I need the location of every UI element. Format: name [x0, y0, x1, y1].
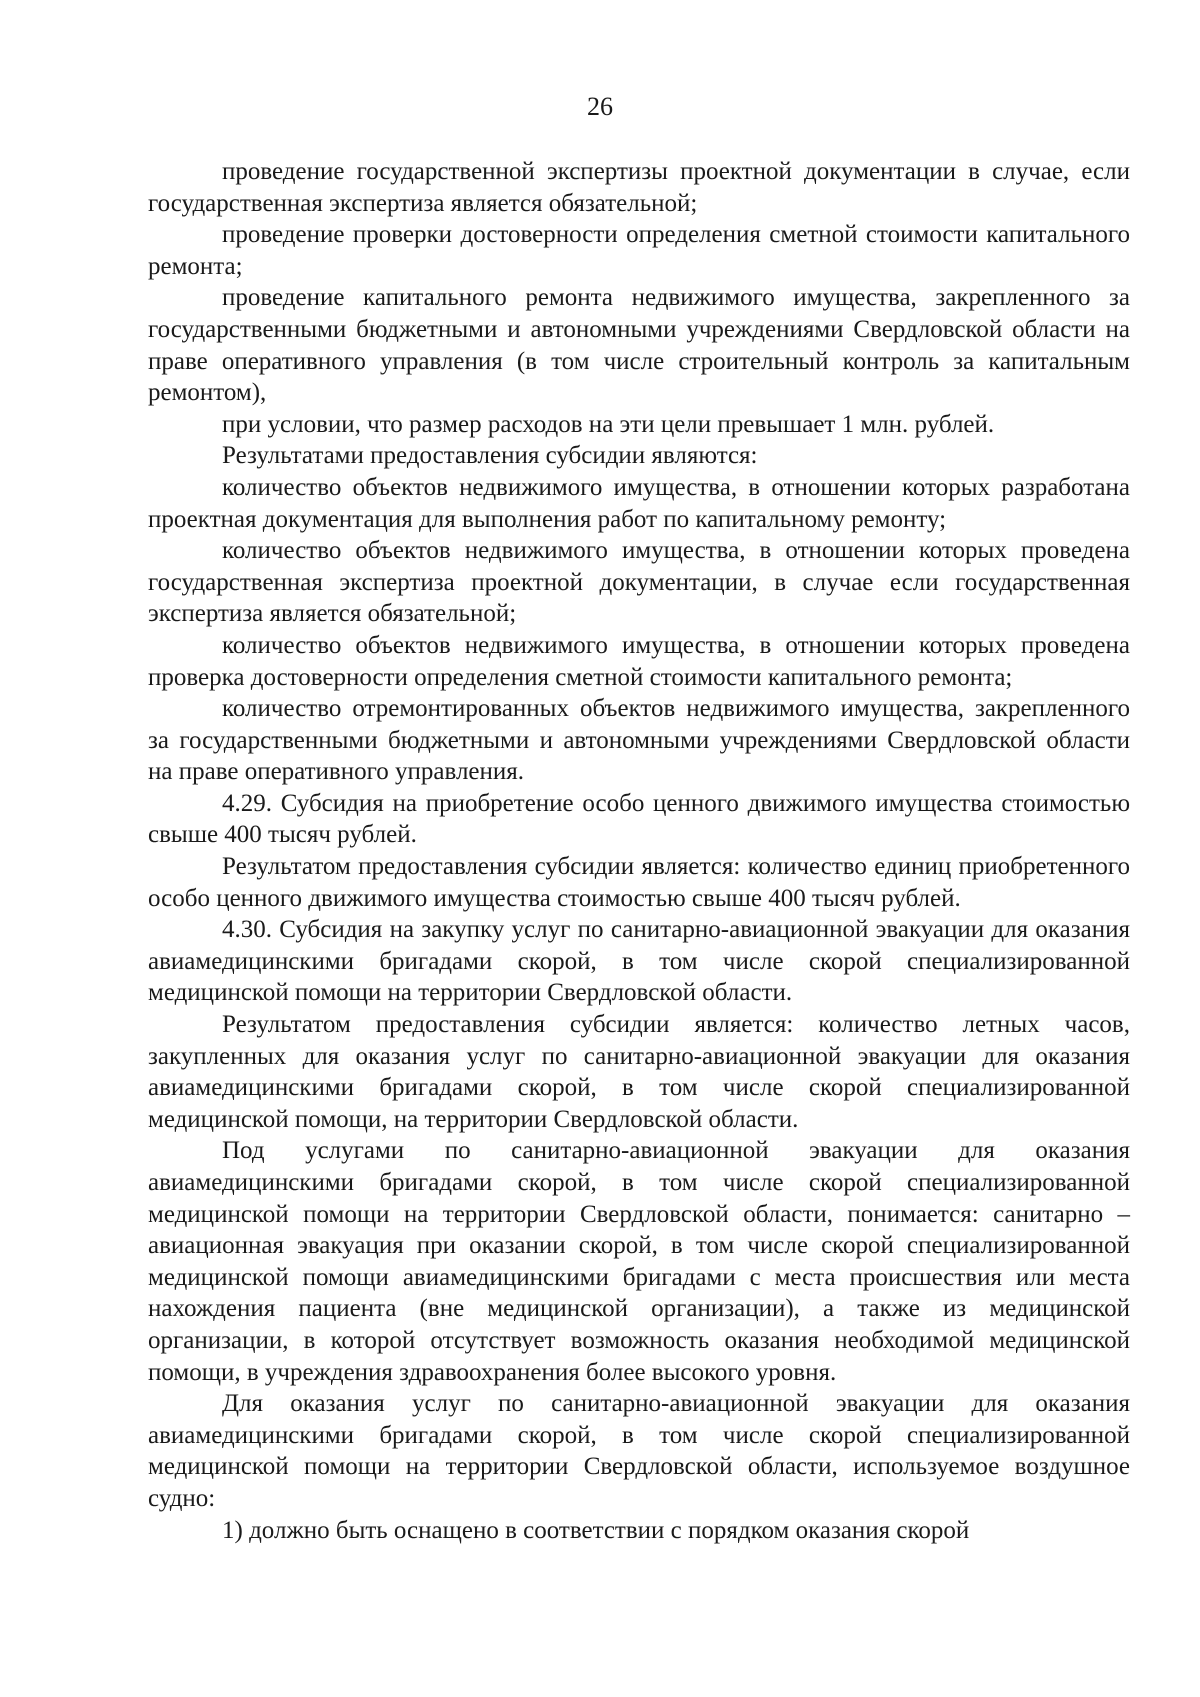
page-number: 26: [587, 92, 613, 121]
paragraph-capital-repair: проведение капитального ремонта недвижимого имущества, закрепленного за государственными бюджетными и автономными учреждениями Свердловской области на праве оперативного управления (в том числе строительный контроль за капитальным ремонтом),: [148, 284, 1130, 407]
paragraph-requirement-1: 1) должно быть оснащено в соответствии с порядком оказания скорой: [222, 1516, 970, 1544]
paragraph-result-4-29: Результатом предоставления субсидии является: количество единиц приобретенного особо ценного движимого имущества стоимостью свыше 400 тысяч рублей.: [148, 853, 1130, 912]
paragraph-result-repaired: количество отремонтированных объектов недвижимого имущества, закрепленного за государственными бюджетными и автономными учреждениями Свердловской области на праве оперативного управления.: [148, 695, 1130, 786]
document-body: [148, 156, 1130, 1546]
paragraph-result-verification: количество объектов недвижимого имущества, в отношении которых проведена проверка достоверности определения сметной стоимости капитального ремонта;: [148, 631, 1130, 691]
paragraph-section-4-30: 4.30. Субсидия на закупку услуг по санитарно-авиационной эвакуации для оказания авиамедицинскими бригадами скорой, в том числе скорой специализированной медицинской помощи на территории Свердловской области.: [148, 916, 1130, 1007]
paragraph-aircraft-requirements: Для оказания услуг по санитарно-авиационной эвакуации для оказания авиамедицинскими бригадами скорой, в том числе скорой специализированной медицинской помощи на территории Свердловской области, используемое воздушное судно:: [148, 1390, 1130, 1512]
paragraph-results-intro: Результатами предоставления субсидии являются:: [222, 442, 758, 470]
paragraph-estimate-verification: проведение проверки достоверности определения сметной стоимости капитального ремонта;: [148, 221, 1130, 280]
paragraph-result-4-30: Результатом предоставления субсидии является: количество летных часов, закупленных для оказания услуг по санитарно-авиационной эвакуации для оказания авиамедицинскими бригадами скорой, в том числе скорой специализированной медицинской помощи, на территории Свердловской области.: [148, 1011, 1130, 1133]
paragraph-result-expertise: количество объектов недвижимого имущества, в отношении которых проведена государственная экспертиза проектной документации, в случае если государственная экспертиза является обязательной;: [148, 537, 1130, 628]
paragraph-state-expertise: проведение государственной экспертизы проектной документации в случае, если государственная экспертиза является обязательной;: [148, 158, 1130, 217]
paragraph-section-4-29: 4.29. Субсидия на приобретение особо ценного движимого имущества стоимостью свыше 400 тысяч рублей.: [148, 789, 1130, 849]
paragraph-services-definition: Под услугами по санитарно-авиационной эвакуации для оказания авиамедицинскими бригадами скорой, в том числе скорой специализированной медицинской помощи на территории Свердловской области, понимается: санитарно – авиационная эвакуация при оказании скорой, в том числе скорой специализированной медицинской помощи авиамедицинскими бригадами с места происшествия или места нахождения пациента (вне медицинской организации), а также из медицинской организации, в которой отсутствует возможность оказания необходимой медицинской помощи, в учреждения здравоохранения более высокого уровня.: [148, 1137, 1130, 1386]
paragraph-result-design-docs: количество объектов недвижимого имущества, в отношении которых разработана проектная документация для выполнения работ по капитальному ремонту;: [148, 473, 1130, 533]
paragraph-expense-condition: при условии, что размер расходов на эти цели превышает 1 млн. рублей.: [222, 410, 995, 438]
